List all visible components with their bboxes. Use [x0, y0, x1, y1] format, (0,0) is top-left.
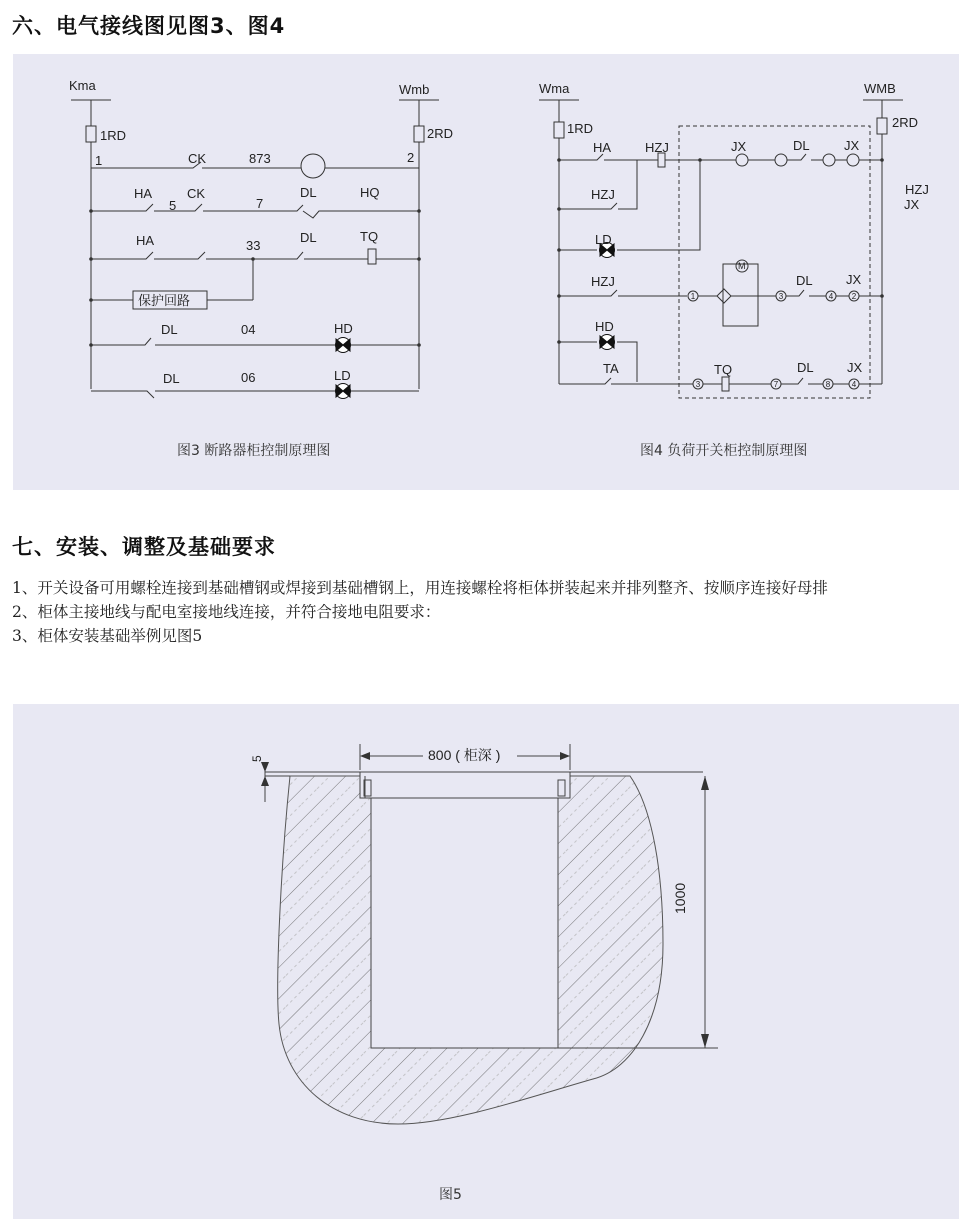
label-hd: HD [334, 321, 353, 336]
label-circle-1: 1 [690, 292, 696, 301]
fig5-caption: 图5 [439, 1187, 462, 1203]
list-item: 1、开关设备可用螺栓连接到基础槽钢或焊接到基础槽钢上，用连接螺栓将柜体拼装起来并排列整齐、按顺序连接好母排 [12, 579, 828, 597]
label-06: 06 [241, 370, 256, 385]
gap-dimension-label: 5 [250, 755, 264, 762]
label-ha-1: HA [134, 186, 153, 201]
label-side-hzj: HZJ [905, 182, 929, 197]
label-hzj-2: HZJ [591, 187, 615, 202]
label-hzj-1: HZJ [645, 140, 669, 155]
label-circle-8: 8 [825, 380, 831, 389]
label-circle-3b: 3 [695, 380, 701, 389]
diagram-panel-fig5 [13, 704, 959, 1219]
wiring-diagrams [13, 54, 959, 490]
label-dl-2: DL [300, 230, 317, 245]
label-ha-2: HA [136, 233, 155, 248]
label-node-1: 1 [95, 153, 103, 168]
label-circle-7: 7 [773, 380, 779, 389]
label-33: 33 [246, 238, 261, 253]
label-ta: TA [603, 361, 619, 376]
label-2rd: 2RD [427, 126, 454, 141]
label-ld-4: LD [595, 232, 612, 247]
label-protect: 保护回路 [138, 293, 191, 308]
label-5: 5 [169, 198, 177, 213]
fig4-caption: 图4 负荷开关柜控制原理图 [640, 443, 808, 459]
label-wma: Wma [539, 81, 570, 96]
label-1rd-4: 1RD [567, 121, 594, 136]
label-jx-4: JX [847, 360, 863, 375]
label-jx-3: JX [846, 272, 862, 287]
label-tq: TQ [360, 229, 379, 244]
label-tq-4: TQ [714, 362, 733, 377]
label-node-2: 2 [407, 150, 415, 165]
label-hzj-3: HZJ [591, 274, 615, 289]
fig3-caption: 图3 断路器柜控制原理图 [177, 443, 331, 459]
list-item: 2、柜体主接地线与配电室接地线连接，并符合接地电阻要求： [12, 603, 441, 621]
label-motor: M [738, 261, 746, 271]
label-ld: LD [334, 368, 351, 383]
label-873: 873 [249, 151, 271, 166]
section6-title: 六、电气接线图见图3、图4 [12, 14, 286, 38]
label-ha-4: HA [593, 140, 612, 155]
label-04: 04 [241, 322, 256, 337]
label-hq: HQ [360, 185, 380, 200]
label-circle-4a: 4 [828, 292, 834, 301]
label-dl-4b: DL [796, 273, 813, 288]
label-circle-4b: 4 [851, 380, 857, 389]
label-dl-4c: DL [797, 360, 814, 375]
diagram-panel-fig3-fig4 [13, 54, 959, 490]
label-kma: Kma [69, 78, 96, 93]
install-requirements-list [12, 576, 957, 648]
label-7: 7 [256, 196, 264, 211]
label-ck-2: CK [187, 186, 206, 201]
label-jx-2: JX [844, 138, 860, 153]
label-side-jx: JX [904, 197, 920, 212]
label-circle-2: 2 [851, 292, 857, 301]
label-dl-1: DL [300, 185, 317, 200]
label-wmb: Wmb [399, 82, 430, 97]
label-dl-3: DL [161, 322, 178, 337]
label-jx-1: JX [731, 139, 747, 154]
width-dimension-label: 800 ( 柜深 ) [428, 747, 501, 763]
label-wmb-4: WMB [864, 81, 896, 96]
label-ck-1: CK [188, 151, 207, 166]
list-item: 3、柜体安装基础举例见图5 [12, 627, 203, 645]
foundation-diagram [13, 704, 959, 1219]
label-2rd-4: 2RD [892, 115, 919, 130]
label-hd-4: HD [595, 319, 614, 334]
section7-title: 七、安装、调整及基础要求 [12, 535, 276, 559]
label-1rd: 1RD [100, 128, 127, 143]
label-circle-3a: 3 [778, 292, 784, 301]
depth-dimension-label: 1000 [672, 882, 688, 914]
label-dl-4a: DL [793, 138, 810, 153]
label-dl-4: DL [163, 371, 180, 386]
